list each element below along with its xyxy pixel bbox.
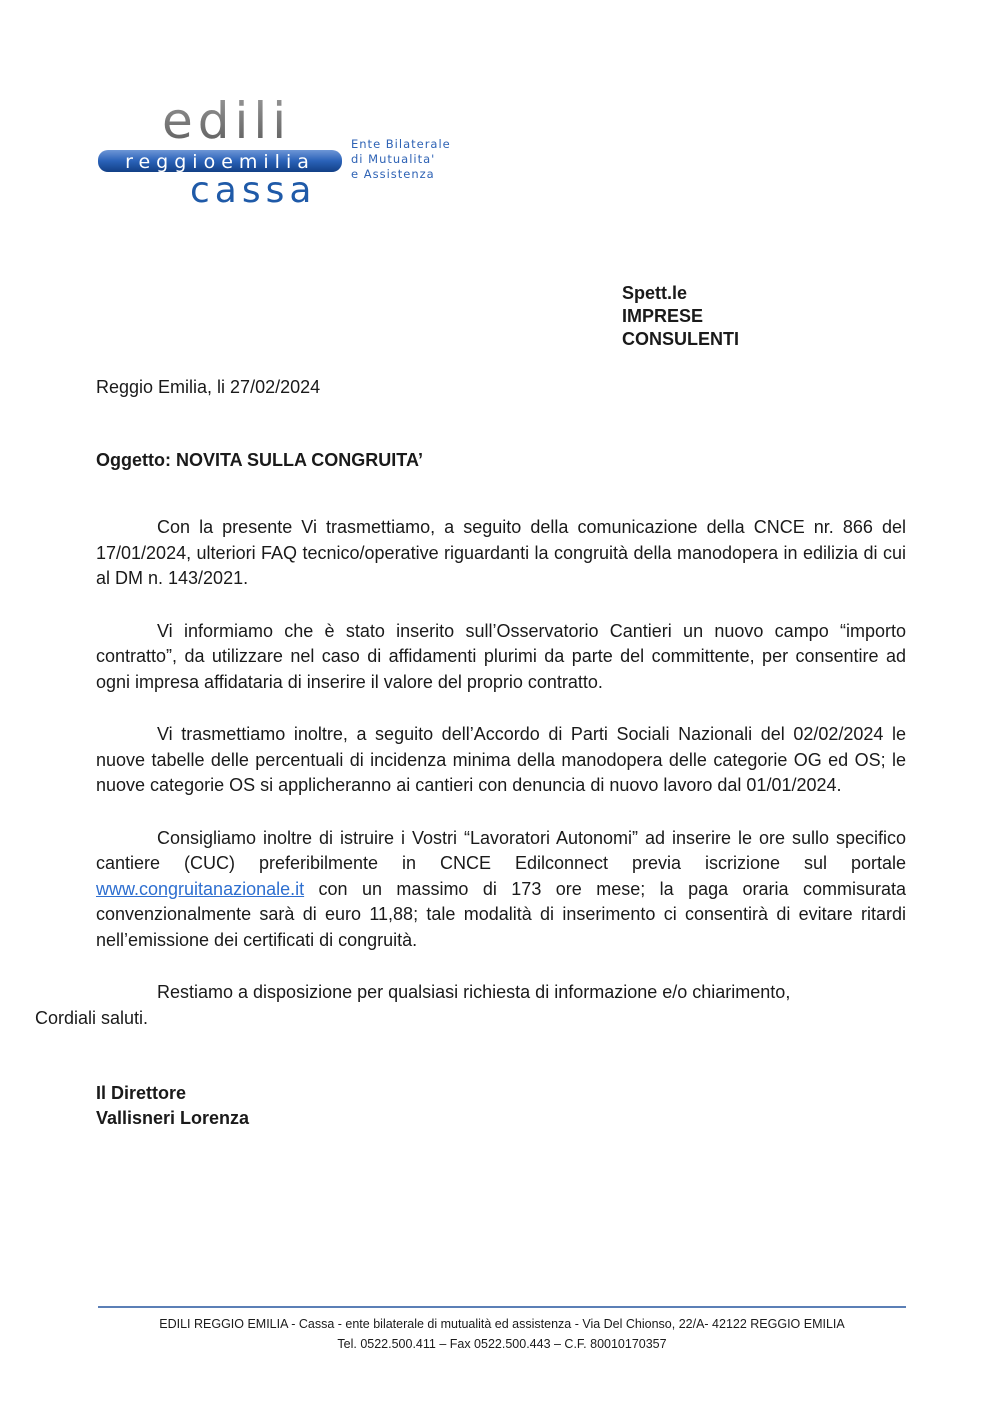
closing-availability-text: Restiamo a disposizione per qualsiasi richiesta di informazione e/o chiarimento, — [157, 982, 791, 1002]
letter-body — [35, 515, 906, 1031]
signature-block — [96, 1081, 249, 1131]
logo-word-edili: edili — [162, 98, 292, 150]
recipient-impres: IMPRESE — [622, 306, 704, 326]
logo-word-reggioemilia: reggioemilia — [125, 151, 315, 173]
footer-address: EDILI REGGIO EMILIA - Cassa - ente bilaterale di mutualità ed assistenza - Via Del Chionso, 22/A- 42122 REGGIO EMILIA — [159, 1317, 845, 1331]
footer-divider — [98, 1306, 906, 1308]
footer-contacts: Tel. 0522.500.411 – Fax 0522.500.443 – C.F. 80010170357 — [337, 1337, 667, 1351]
logo-word-cassa: cassa — [190, 170, 317, 210]
signature-title: Il Direttore — [96, 1083, 187, 1103]
paragraph-lavoratori-autonomi-text-before: Consigliamo inoltre di istruire i Vostri “Lavoratori Autonomi” ad inserire le ore sullo specifico cantiere (CUC) preferibilmente in CNCE Edilconnect previa iscrizione sul portale — [96, 827, 906, 873]
congruita-nazionale-link[interactable]: www.congruitanazionale.it — [96, 878, 305, 899]
footer — [98, 1314, 906, 1354]
company-logo — [96, 98, 496, 210]
recipient-block — [622, 282, 739, 351]
signature-name: Vallisneri Lorenza — [96, 1108, 250, 1128]
closing-greeting: Cordiali saluti. — [35, 1007, 149, 1028]
paragraph-tabelle-percentuali: Vi trasmettiamo inoltre, a seguito dell’Accordo di Parti Sociali Nazionali del 02/02/2024 le nuove tabelle delle percentuali di incidenza minima della manodopera delle categorie OG ed OS; le nuove categorie OS si applicheranno ai cantieri con denuncia di nuovo lavoro dal 01/01/2024. — [96, 724, 906, 795]
recipient-consulenti: CONSULENTI — [622, 329, 739, 349]
logo-tagline-line2: di Mutualita' — [351, 152, 436, 166]
paragraph-lavoratori-autonomi-text-after: con un massimo di 173 ore mese; la paga oraria commisurata convenzionalmente sarà di euro 11,88; tale modalità di inserimento ci consentirà di evitare ritardi nell’emissione dei certificati di congruità. — [96, 878, 906, 950]
paragraph-lavoratori-autonomi — [96, 826, 906, 954]
logo-tagline-line1: Ente Bilaterale — [351, 137, 451, 151]
paragraph-importo-contratto: Vi informiamo che è stato inserito sull’Osservatorio Cantieri un nuovo campo “importo contratto”, da utilizzare nel caso di affidamenti plurimi da parte del committente, per consentire ad ogni impresa affidataria di inserire il valore del proprio contratto. — [96, 620, 906, 692]
paragraph-closing — [35, 980, 906, 1031]
place-and-date: Reggio Emilia, li 27/02/2024 — [96, 377, 321, 397]
paragraph-cnce-faq: Con la presente Vi trasmettiamo, a seguito della comunicazione della CNCE nr. 866 del 17/01/2024, ulteriori FAQ tecnico/operative riguardanti la congruità della manodopera in edilizia di cui al DM n. 143/2021. — [96, 517, 906, 588]
logo-tagline-line3: e Assistenza — [351, 167, 435, 181]
recipient-salutation: Spett.le — [622, 283, 688, 303]
letter-subject: Oggetto: NOVITA SULLA CONGRUITA’ — [96, 450, 423, 470]
